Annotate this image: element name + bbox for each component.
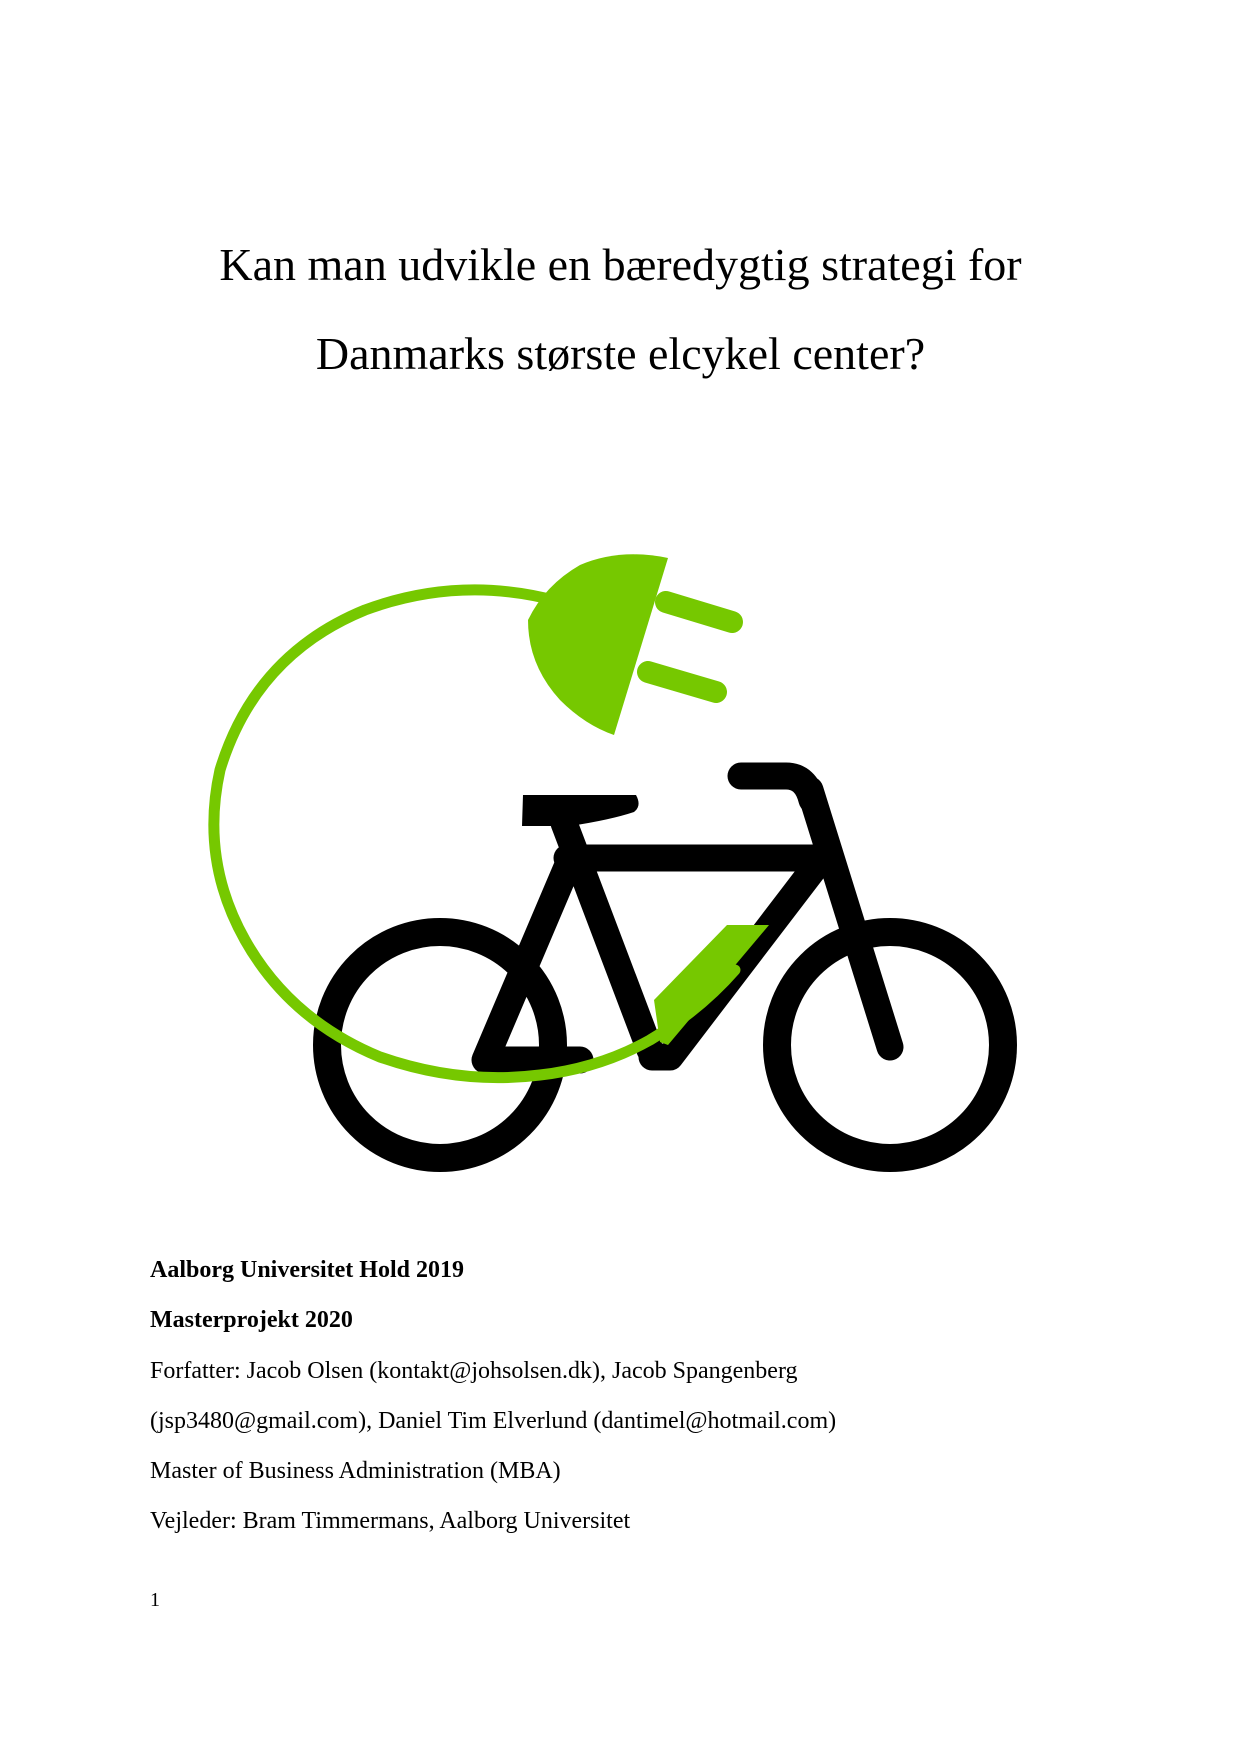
project-name: Masterprojekt 2020 [150, 1307, 353, 1333]
supervisor: Vejleder: Bram Timmermans, Aalborg Universitet [150, 1508, 631, 1534]
saddle-icon [522, 795, 639, 826]
authors-line-2: (jsp3480@gmail.com), Daniel Tim Elverlund (dantimel@hotmail.com) [150, 1408, 837, 1434]
electric-bike-plug-icon [200, 540, 1040, 1180]
title-line-1: Kan man udvikle en bæredygtig strategi for [219, 239, 1022, 290]
degree: Master of Business Administration (MBA) [150, 1458, 561, 1484]
authors-line-1: Forfatter: Jacob Olsen (kontakt@johsolsen.dk), Jacob Spangenberg [150, 1358, 798, 1384]
title-line-2: Danmarks største elcykel center? [315, 328, 926, 379]
page-number: 1 [150, 1589, 160, 1611]
institution: Aalborg Universitet Hold 2019 [150, 1257, 464, 1283]
plug-icon [528, 554, 668, 735]
